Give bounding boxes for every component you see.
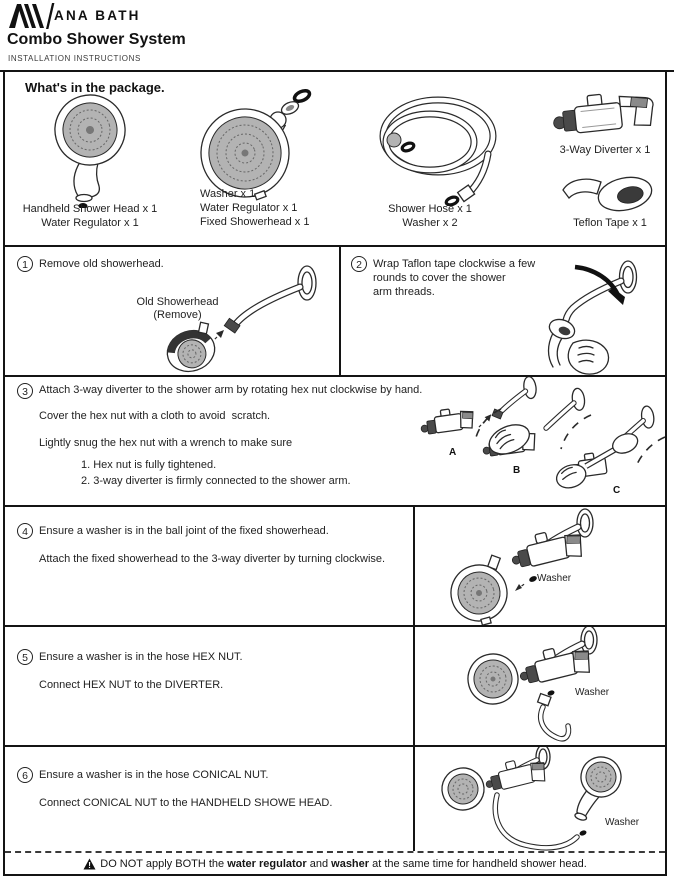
step-4 bbox=[5, 505, 665, 625]
package-item-caption: Fixed Showerhead x 1 bbox=[200, 216, 310, 228]
warning-note bbox=[5, 853, 665, 874]
step-text: Wrap Taflon tape clockwise a few bbox=[373, 258, 536, 270]
page-subtitle: INSTALLATION INSTRUCTIONS bbox=[8, 54, 141, 63]
package-section bbox=[5, 72, 665, 245]
ana-bath-logo-icon bbox=[8, 3, 56, 29]
warning-text bbox=[100, 858, 587, 870]
step-number: 2 bbox=[351, 256, 367, 272]
figure-label-c: C bbox=[613, 485, 621, 496]
package-item-caption: Water Regulator x 1 bbox=[41, 217, 139, 229]
warning-text-part: DO NOT apply BOTH the bbox=[100, 857, 228, 870]
package-item-caption: Teflon Tape x 1 bbox=[573, 217, 647, 229]
figure-label-b: B bbox=[513, 465, 521, 476]
package-title: What's in the package. bbox=[25, 80, 165, 95]
figure-label-a: A bbox=[449, 447, 457, 458]
step-number: 5 bbox=[17, 649, 33, 665]
step-number: 6 bbox=[17, 767, 33, 783]
step-3 bbox=[5, 375, 665, 505]
page-title: Combo Shower System bbox=[7, 31, 186, 48]
step-5 bbox=[5, 625, 665, 745]
warning-text-part: at the same time for handheld shower head. bbox=[369, 857, 587, 870]
step-text: Ensure a washer is in the hose HEX NUT. bbox=[39, 651, 243, 663]
step-text: Attach 3-way diverter to the shower arm by rotating hex nut clockwise by hand. bbox=[39, 384, 423, 396]
step-text: Lightly snug the hex nut with a wrench to make sure bbox=[39, 437, 293, 449]
figure-label: (Remove) bbox=[153, 309, 202, 321]
step-text: Ensure a washer is in the ball joint of the fixed showerhead. bbox=[39, 525, 329, 537]
washer-label: Washer bbox=[537, 573, 572, 584]
warning-bold-water-regulator: water regulator bbox=[227, 857, 307, 870]
warning-bold-washer: washer bbox=[331, 857, 370, 870]
svg-text:!: ! bbox=[88, 859, 92, 870]
wrap-tape-figure-icon bbox=[341, 247, 665, 377]
handheld-conical-nut-figure-icon bbox=[415, 747, 665, 851]
package-item-caption: Handheld Shower Head x 1 bbox=[22, 203, 158, 215]
package-item-caption: Water Regulator x 1 bbox=[200, 202, 298, 214]
step-number: 1 bbox=[17, 256, 33, 272]
step-5-figure bbox=[415, 627, 665, 745]
step-4-figure bbox=[415, 507, 665, 625]
fixed-head-washer-figure-icon bbox=[415, 507, 665, 625]
warning-note-row bbox=[5, 851, 665, 874]
brand-name: ANA BATH bbox=[54, 8, 141, 23]
step-text: arm threads. bbox=[373, 286, 435, 298]
step-6-figure bbox=[415, 747, 665, 851]
step-text: rounds to cover the shower bbox=[373, 272, 506, 284]
package-item-caption: 3-Way Diverter x 1 bbox=[559, 144, 651, 156]
warning-text-part: and bbox=[306, 857, 332, 870]
attach-diverter-sequence-figure-icon bbox=[383, 377, 665, 507]
handheld-shower-head-figure-icon bbox=[20, 90, 175, 208]
figure-label: Old Showerhead bbox=[136, 296, 219, 308]
hose-hex-nut-figure-icon bbox=[415, 627, 665, 745]
step-subtext: 1. Hex nut is fully tightened. bbox=[81, 459, 217, 471]
three-way-diverter-figure-icon bbox=[545, 84, 665, 142]
package-item-caption: Shower Hose x 1 bbox=[388, 203, 472, 215]
instructions-box bbox=[3, 72, 667, 876]
step-text: Connect HEX NUT to the DIVERTER. bbox=[39, 679, 224, 691]
step-text: Remove old showerhead. bbox=[39, 258, 164, 270]
step-number: 3 bbox=[17, 383, 33, 399]
step-text: Cover the hex nut with a cloth to avoid scratch. bbox=[39, 410, 271, 422]
step-6 bbox=[5, 745, 665, 851]
step-2 bbox=[341, 247, 665, 375]
step-text: Attach the fixed showerhead to the 3-way diverter by turning clockwise. bbox=[39, 553, 386, 565]
step-number: 4 bbox=[17, 523, 33, 539]
step-text: Ensure a washer is in the hose CONICAL NUT. bbox=[39, 769, 269, 781]
steps-1-2-row bbox=[5, 245, 665, 375]
package-item-caption: Washer x 1 bbox=[200, 188, 256, 200]
shower-hose-figure-icon bbox=[350, 84, 515, 206]
fixed-showerhead-figure-icon bbox=[190, 86, 320, 204]
washer-label: Washer bbox=[575, 687, 610, 698]
teflon-tape-figure-icon bbox=[555, 164, 665, 216]
washer-label: Washer bbox=[605, 817, 640, 828]
package-item-caption: Washer x 2 bbox=[402, 217, 458, 229]
step-1 bbox=[5, 247, 339, 375]
step-text: Connect CONICAL NUT to the HANDHELD SHOWE HEAD. bbox=[39, 797, 333, 809]
warning-icon bbox=[83, 858, 96, 870]
step-subtext: 2. 3-way diverter is firmly connected to the shower arm. bbox=[81, 475, 351, 487]
